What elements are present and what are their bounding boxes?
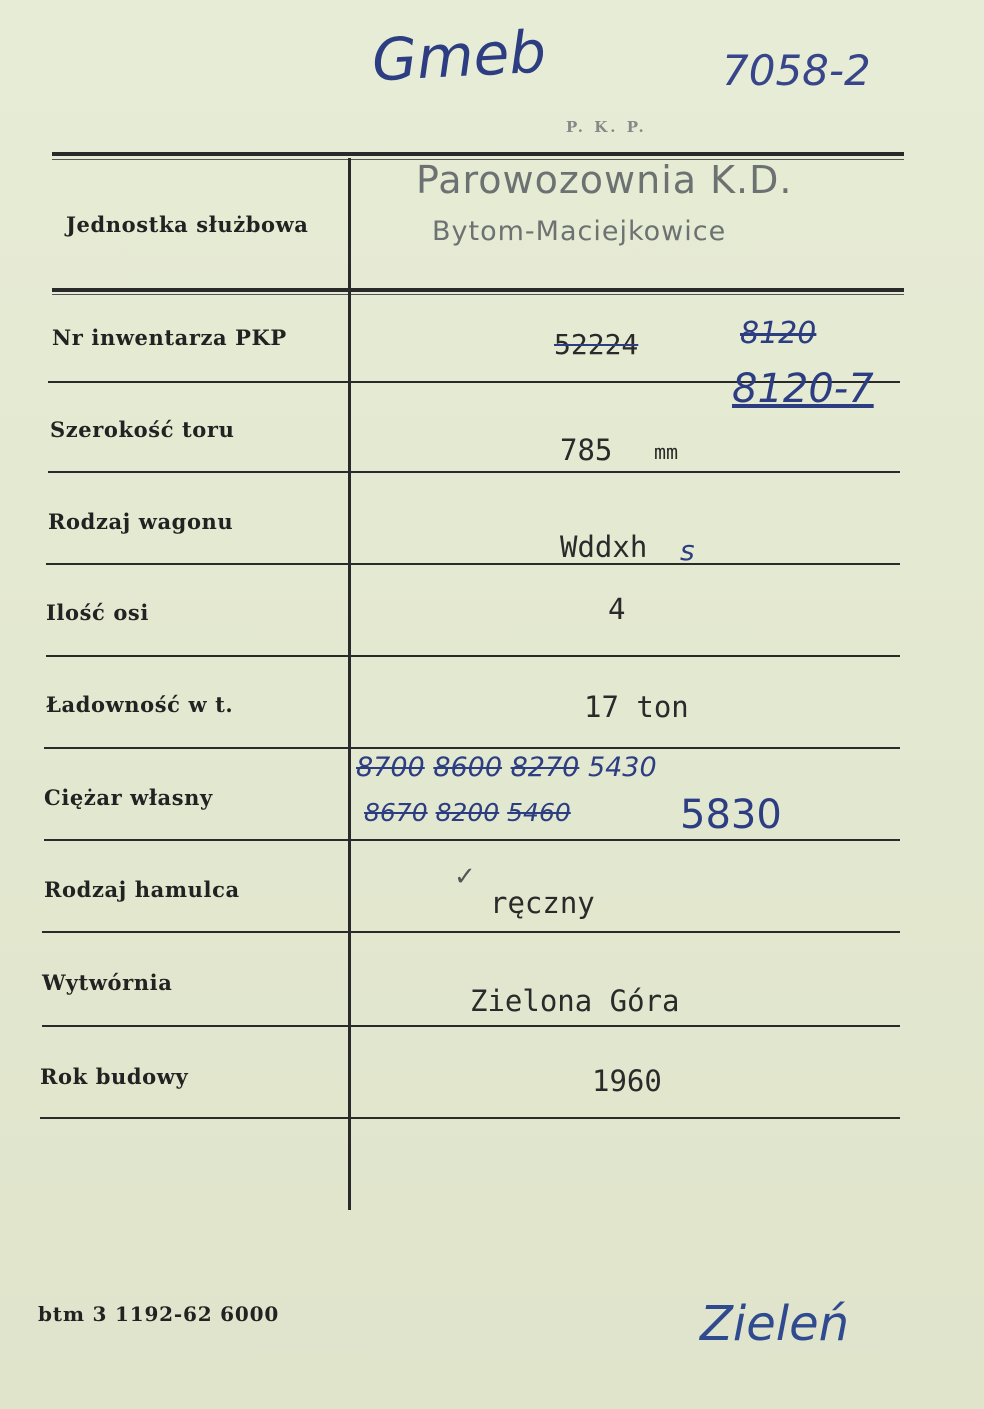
- row-rule: [46, 563, 900, 565]
- tare-line1: [356, 752, 657, 783]
- track-label: Szerokość toru: [50, 417, 235, 442]
- tare-value-current: 5830: [680, 792, 782, 838]
- axles-label: Ilość osi: [46, 600, 149, 625]
- tare-struck-value: 8200: [435, 798, 500, 827]
- tare-label: Ciężar własny: [44, 785, 213, 810]
- tare-struck-value: 5460: [507, 798, 571, 827]
- wagon-type-suffix: s: [680, 534, 695, 567]
- row-rule: [44, 747, 900, 749]
- signature: Zieleń: [700, 1296, 850, 1352]
- tare-struck-value: 8600: [433, 752, 503, 783]
- tare-struck-value: 8270: [510, 752, 580, 783]
- pkp-mark: P. K. P.: [566, 118, 647, 136]
- top-double-rule: [52, 152, 904, 156]
- row-rule: [42, 931, 900, 933]
- tare-line1-last: 5430: [587, 752, 657, 783]
- wagon-type-label: Rodzaj wagonu: [48, 509, 234, 534]
- row-rule: [44, 839, 900, 841]
- inventory-value-struck: 52224: [554, 328, 639, 361]
- track-value: 785: [560, 433, 613, 467]
- wagon-type-value: Wddxh: [560, 530, 648, 564]
- unit-stamp-line2: Bytom-Maciejkowice: [432, 216, 727, 247]
- tare-line2: [364, 798, 571, 827]
- maker-value: Zielona Góra: [470, 984, 680, 1018]
- year-label: Rok budowy: [40, 1064, 189, 1089]
- tare-struck-value: 8670: [364, 798, 428, 827]
- unit-label: Jednostka służbowa: [66, 212, 309, 237]
- row-rule: [40, 1117, 900, 1119]
- inventory-label: Nr inwentarza PKP: [52, 325, 287, 350]
- brake-value: ręczny: [490, 886, 595, 920]
- column-divider: [348, 158, 351, 1210]
- handwritten-header-left: Gmeb: [370, 17, 548, 95]
- track-unit: mm: [654, 440, 679, 464]
- check-mark-icon: ✓: [454, 862, 476, 892]
- print-code: btm 3 1192-62 6000: [38, 1302, 280, 1326]
- capacity-value: 17 ton: [584, 690, 689, 724]
- handwritten-header-right: 7058-2: [722, 46, 871, 95]
- row-rule: [46, 655, 900, 657]
- capacity-label: Ładowność w t.: [46, 692, 234, 717]
- tare-struck-value: 8700: [356, 752, 425, 783]
- unit-stamp-line1: Parowozownia K.D.: [416, 158, 793, 202]
- unit-bottom-rule: [52, 288, 904, 292]
- axles-value: 4: [608, 592, 626, 626]
- inventory-value-current: 8120-7: [732, 366, 874, 412]
- brake-label: Rodzaj hamulca: [44, 877, 240, 902]
- row-rule: [48, 471, 900, 473]
- row-rule: [42, 1025, 900, 1027]
- year-value: 1960: [592, 1064, 662, 1098]
- maker-label: Wytwórnia: [42, 970, 173, 995]
- inventory-value-struck-2: 8120: [740, 316, 817, 351]
- unit-bottom-rule-thin: [52, 294, 904, 295]
